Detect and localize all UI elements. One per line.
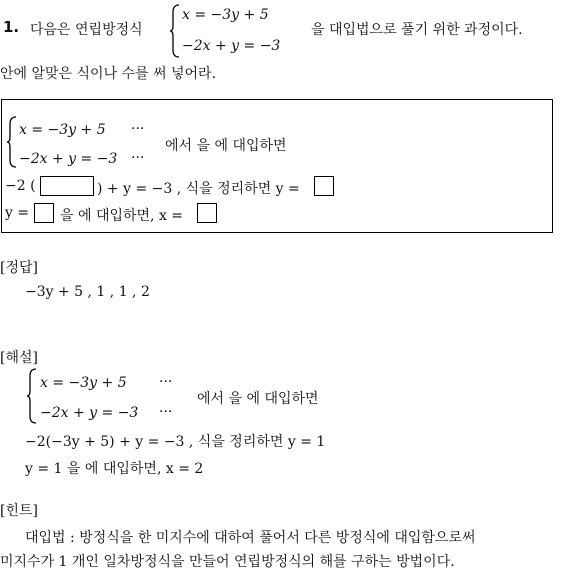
system-brace xyxy=(170,4,180,58)
problem-lead: 다음은 연립방정식 xyxy=(30,22,143,38)
hint-line1: 대입법 : 방정식을 한 미지수에 대하여 풀어서 다른 방정식에 대입함으로써 xyxy=(25,530,476,546)
problem-eq1: x = −3y + 5 xyxy=(182,7,269,23)
box-eq1: x = −3y + 5 xyxy=(19,122,106,138)
box-line3-post: ) + y = −3 , 식을 정리하면 y = xyxy=(97,181,300,197)
answer-header: [정답] xyxy=(0,260,38,276)
box-dots1: ··· xyxy=(131,121,145,137)
solution-dots1: ··· xyxy=(159,374,173,390)
hint-header: [힌트] xyxy=(0,503,38,519)
solution-line4: y = 1 을 에 대입하면, x = 2 xyxy=(25,461,204,477)
solution-eq2: −2x + y = −3 xyxy=(40,405,139,421)
solution-dots2: ··· xyxy=(159,404,173,420)
problem-tail: 을 대입법으로 풀기 위한 과정이다. xyxy=(311,22,523,38)
box-line3-pre: −2 ( xyxy=(5,178,36,194)
solution-brace xyxy=(27,368,37,424)
box-substitute-note: 에서 을 에 대입하면 xyxy=(165,138,287,154)
hint-line2: 미지수가 1 개인 일차방정식을 만들어 연립방정식의 해를 구하는 방법이다. xyxy=(0,554,455,570)
solution-header: [해설] xyxy=(0,350,38,366)
blank-y-substitute[interactable] xyxy=(34,203,54,223)
box-line4-mid: 을 에 대입하면, x = xyxy=(60,208,184,224)
problem-instruction: 안에 알맞은 식이나 수를 써 넣어라. xyxy=(0,66,217,82)
solution-eq1: x = −3y + 5 xyxy=(40,375,127,391)
solution-line3: −2(−3y + 5) + y = −3 , 식을 정리하면 y = 1 xyxy=(25,434,326,450)
problem-eq2: −2x + y = −3 xyxy=(182,38,281,54)
box-line4-pre: y = xyxy=(5,205,30,221)
blank-expression[interactable] xyxy=(40,176,94,196)
answer-text: −3y + 5 , 1 , 1 , 2 xyxy=(25,284,150,300)
blank-y-value[interactable] xyxy=(314,176,334,196)
box-eq2: −2x + y = −3 xyxy=(19,151,118,167)
blank-x-value[interactable] xyxy=(197,203,217,223)
solution-substitute-note: 에서 을 에 대입하면 xyxy=(197,391,319,407)
box-brace xyxy=(7,116,17,168)
box-dots2: ··· xyxy=(131,150,145,166)
problem-number: 1. xyxy=(3,18,20,36)
